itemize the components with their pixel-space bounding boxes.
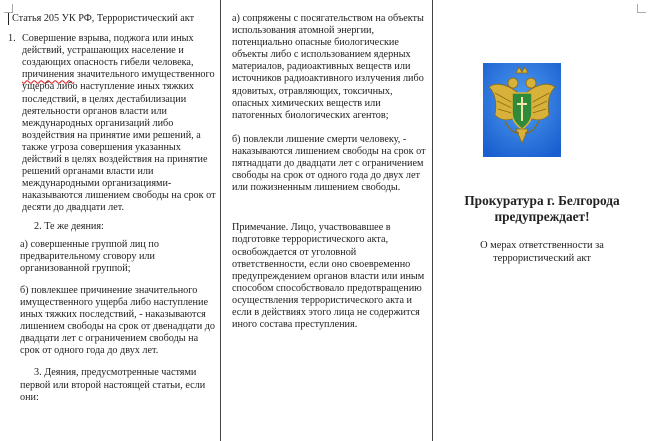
- flyer-subheading: О мерах ответственности за террористический акт: [480, 240, 604, 264]
- article-title: Статья 205 УК РФ, Террористический акт: [8, 13, 216, 25]
- item-1-text-end: значительного имущественного ущерба либо наступление иных тяжких последствий, в целях дестабилизации деятельности органов власти или международных организаций либо воздействия на принятие ими решений, а также угроза совершения указанных действий в целях воздействия на принятие решений органами власти или международными организациями-наказываются лишением свободы на срок от десяти до двадцати лет.: [22, 69, 216, 214]
- item-1-text: [22, 33, 216, 214]
- article-note: Примечание. Лицо, участвовавшее в подготовке террористического акта, освобождается от уголовной ответственности, если оно своевременно предупреждением органов власти или иным способом способствовало предотвращению осуществления террористического акта и если в действиях этого лица не содержится иного состава преступления.: [232, 222, 425, 331]
- item-2-point-b: б) повлекшее причинение значительного имущественного ущерба либо наступление иных тяжких последствий, - наказываются лишением свободы на срок от двенадцати до двадцати лет с ограничением свободы на срок от одного года до двух лет.: [20, 284, 215, 357]
- item-3-point-b: б) повлекли лишение смерти человеку, - наказываются лишением свободы на срок от пятнадцати до двадцати лет с ограничением свободы на срок от одного года до двух лет или пожизненным лишением свободы.: [232, 133, 426, 194]
- item-3-point-a: а) сопряжены с посягательством на объекты использования атомной энергии, потенциально опасные биологические объекты либо с использованием ядерных материалов, радиоактивных веществ или источников радиоактивного излучения либо ядовитых, отравляющих, токсичных, опасных химических веществ или патогенных биологических агентов;: [232, 13, 424, 121]
- item-2-heading: 2. Те же деяния:: [34, 220, 104, 232]
- prosecutor-emblem-icon: [483, 63, 561, 157]
- column-divider-left: [220, 0, 221, 441]
- item-2-point-a: а) совершенные группой лиц по предварительному сговору или организованной группой;: [20, 238, 159, 274]
- item-1-text-start: Совершение взрыва, поджога или иных действий, устрашающих население и создающих опасность гибели человека,: [22, 33, 194, 69]
- flyer-heading: Прокуратура г. Белгорода предупреждает!: [464, 193, 620, 224]
- column-divider-right: [432, 0, 433, 441]
- crop-mark-top-right: [637, 4, 646, 13]
- item-1-number: 1.: [8, 33, 16, 45]
- column-middle: [232, 13, 432, 343]
- crop-mark-top-left: [4, 4, 13, 13]
- item-3-heading: 3. Деяния, предусмотренные частями первой или второй настоящей статьи, если они:: [20, 367, 206, 403]
- column-left: [8, 13, 216, 414]
- spellcheck-underlined-word: причинения: [22, 69, 75, 81]
- article-item-1: [8, 33, 216, 214]
